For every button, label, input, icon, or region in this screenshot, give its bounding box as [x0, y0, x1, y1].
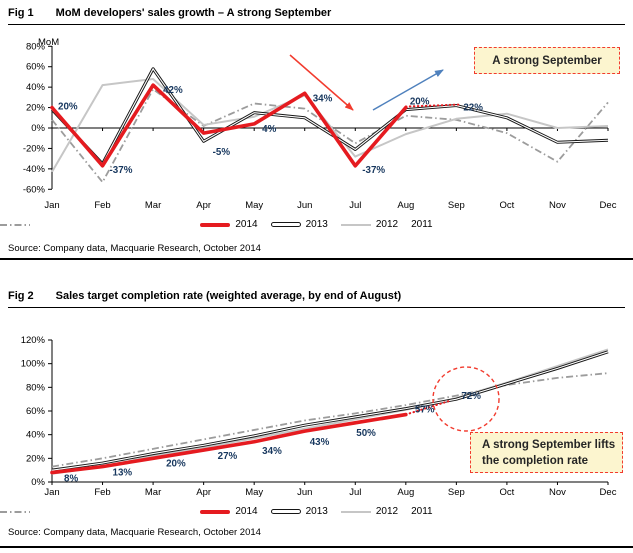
legend-item-2013	[271, 506, 328, 517]
svg-text:50%: 50%	[356, 427, 376, 439]
legend-2012-label: 2012	[375, 506, 399, 517]
svg-text:80%: 80%	[25, 382, 45, 394]
rebound-arrow	[373, 70, 443, 110]
svg-text:34%: 34%	[312, 93, 333, 105]
fig1-source: Source: Company data, Macquarie Research, October 2014	[8, 243, 261, 254]
svg-text:Jun: Jun	[297, 487, 313, 498]
legend-item-2011	[411, 506, 433, 517]
fig1-legend	[0, 219, 633, 230]
svg-text:Oct: Oct	[499, 200, 515, 211]
svg-text:120%: 120%	[20, 335, 45, 347]
legend-2012-swatch	[341, 511, 371, 513]
fig1-annotation-text: A strong September	[492, 54, 602, 67]
legend-item-2012	[341, 219, 398, 230]
svg-text:Apr: Apr	[196, 487, 212, 498]
svg-text:Sep: Sep	[447, 200, 465, 211]
svg-text:Dec: Dec	[599, 200, 617, 211]
legend-2011-label: 2011	[411, 219, 433, 230]
svg-text:Jun: Jun	[297, 200, 313, 211]
legend-item-2014	[200, 506, 257, 517]
legend-item-2011	[411, 219, 433, 230]
legend-2014-label: 2014	[235, 219, 258, 230]
fig2-annotation-box	[470, 432, 623, 473]
legend-2013-label: 2013	[305, 506, 328, 517]
legend-2011-label: 2011	[411, 506, 433, 517]
svg-text:13%: 13%	[112, 467, 133, 479]
fig1-label: Fig 1	[8, 7, 34, 19]
legend-2014-swatch	[200, 223, 230, 227]
svg-text:-20%: -20%	[22, 143, 45, 155]
legend-2013-label: 2013	[305, 219, 328, 230]
svg-text:4%: 4%	[262, 123, 277, 135]
legend-item-2014	[200, 219, 257, 230]
svg-text:80%: 80%	[25, 41, 45, 53]
svg-text:Feb: Feb	[94, 200, 111, 211]
svg-text:Mar: Mar	[144, 200, 162, 211]
svg-text:Mar: Mar	[144, 487, 162, 498]
fig2-annotation-line1: A strong September lifts	[482, 439, 616, 451]
fig2-label: Fig 2	[8, 290, 34, 302]
svg-text:-60%: -60%	[22, 184, 45, 196]
y-axis-ticks	[21, 335, 52, 488]
svg-text:34%: 34%	[262, 445, 282, 457]
y-axis-title: MoM	[38, 37, 60, 48]
svg-text:100%: 100%	[20, 358, 45, 370]
fig1-header	[8, 7, 625, 25]
svg-text:Dec: Dec	[599, 487, 617, 498]
svg-text:8%: 8%	[64, 473, 79, 485]
legend-2014-swatch	[200, 510, 230, 514]
svg-text:Aug: Aug	[397, 487, 415, 498]
fig2-annotation-line2: the completion rate	[482, 455, 589, 467]
svg-text:-37%: -37%	[362, 164, 386, 176]
svg-text:May: May	[245, 487, 264, 498]
legend-2013-swatch	[271, 222, 301, 227]
svg-text:0%: 0%	[31, 477, 45, 488]
fig1-bottom-rule	[0, 258, 633, 260]
svg-text:22%: 22%	[463, 102, 483, 114]
fig1-title: MoM developers' sales growth – A strong September	[55, 7, 332, 19]
svg-text:May: May	[245, 200, 264, 211]
svg-text:Jan: Jan	[44, 487, 60, 498]
svg-text:20%: 20%	[25, 102, 45, 114]
svg-text:Oct: Oct	[499, 487, 515, 498]
svg-text:27%: 27%	[217, 451, 238, 463]
svg-text:-37%: -37%	[109, 164, 133, 176]
svg-text:43%: 43%	[309, 437, 330, 449]
fig2-legend	[0, 506, 633, 517]
x-axis-ticks	[44, 482, 616, 498]
svg-text:Feb: Feb	[94, 487, 111, 498]
svg-text:20%: 20%	[25, 453, 45, 465]
svg-text:40%: 40%	[25, 429, 45, 441]
fig2-title: Sales target completion rate (weighted average, by end of August)	[55, 290, 402, 302]
svg-text:Nov: Nov	[549, 200, 566, 211]
svg-text:60%: 60%	[25, 61, 45, 73]
legend-2013-swatch	[271, 509, 301, 514]
svg-text:20%: 20%	[58, 101, 78, 113]
svg-text:Apr: Apr	[196, 200, 212, 211]
fig2-header	[8, 290, 625, 308]
svg-text:0%: 0%	[31, 123, 45, 134]
legend-item-2012	[341, 506, 398, 517]
legend-2011-swatch	[0, 510, 30, 514]
svg-text:40%: 40%	[25, 82, 45, 94]
svg-text:20%: 20%	[409, 96, 430, 108]
svg-text:-5%: -5%	[212, 147, 231, 159]
svg-text:Jul: Jul	[349, 200, 362, 211]
legend-2012-swatch	[341, 224, 371, 226]
fig1-annotation-box	[474, 47, 620, 74]
svg-text:Jan: Jan	[44, 200, 60, 211]
svg-text:42%: 42%	[163, 85, 183, 97]
fig2-source: Source: Company data, Macquarie Research, October 2014	[8, 527, 261, 538]
svg-text:20%: 20%	[166, 458, 186, 470]
svg-text:60%: 60%	[25, 406, 45, 418]
legend-item-2013	[271, 219, 328, 230]
svg-text:Nov: Nov	[549, 487, 566, 498]
y-axis-ticks	[23, 41, 52, 195]
legend-2014-label: 2014	[235, 506, 258, 517]
legend-2012-label: 2012	[375, 219, 399, 230]
legend-2011-swatch	[0, 223, 30, 227]
svg-text:Sep: Sep	[447, 487, 465, 498]
page-bottom-rule	[0, 546, 633, 548]
svg-text:57%: 57%	[414, 404, 435, 416]
svg-text:-40%: -40%	[22, 163, 45, 175]
svg-text:Aug: Aug	[397, 200, 415, 211]
svg-text:Jul: Jul	[349, 487, 362, 498]
svg-text:72%: 72%	[461, 390, 481, 402]
